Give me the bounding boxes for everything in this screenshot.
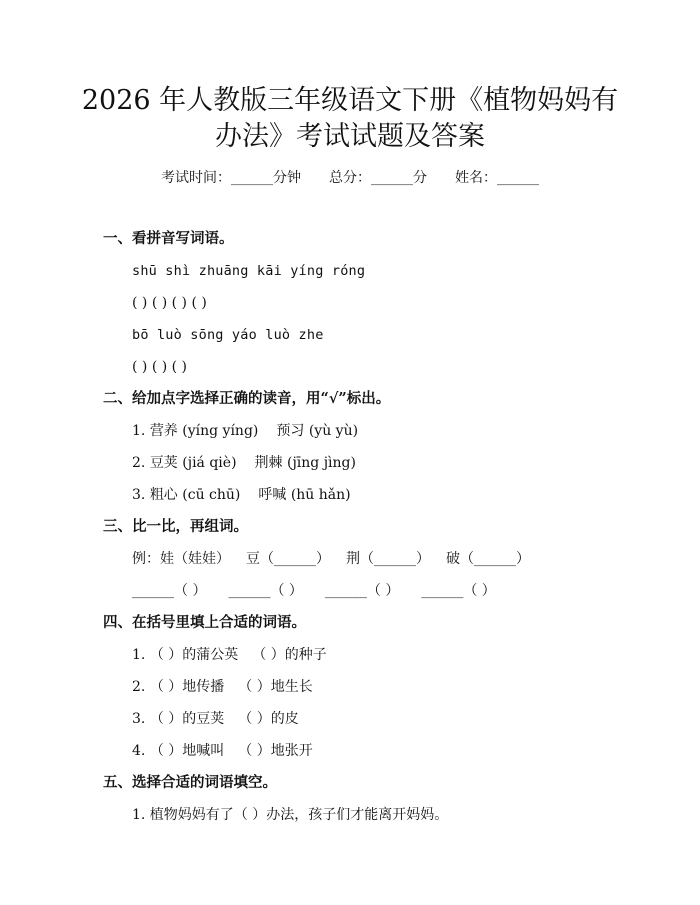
section-4-item-2 — [132, 677, 313, 697]
reading-choice: 豆荚 (jiá qiè) — [149, 455, 237, 471]
word-blank: ______（ ） — [324, 583, 400, 599]
student-name-field: 姓名：______ — [455, 170, 539, 186]
reading-choice: 营养 (yíng yíng) — [149, 423, 259, 439]
example-word: 例：娃（娃娃） — [132, 551, 230, 567]
exam-meta — [0, 168, 700, 188]
section-5-heading: 五、选择合适的词语填空。 — [103, 774, 277, 791]
section-1-pinyin-row-2: bō luò sōng yáo luò zhe — [132, 327, 324, 343]
fill-phrase: （ ）地喊叫 — [149, 743, 225, 759]
section-2-item-3 — [132, 485, 351, 505]
section-1-answer-row-1: ( ) ( ) ( ) ( ) — [132, 295, 207, 311]
fill-phrase: （ ）地生长 — [238, 679, 313, 695]
section-4-item-1 — [132, 645, 327, 665]
section-1-pinyin-row-1: shū shì zhuāng kāi yíng róng — [132, 263, 366, 279]
reading-choice: 粗心 (cū chū) — [149, 487, 241, 503]
fill-phrase: （ ）的蒲公英 — [149, 647, 239, 663]
item-number: 2. — [132, 679, 150, 695]
compare-char-2: 荆（______） — [346, 551, 430, 567]
section-4-heading: 四、在括号里填上合适的词语。 — [103, 614, 306, 631]
item-number: 1. — [132, 647, 150, 663]
item-number: 2. — [132, 455, 150, 471]
section-3-blank-row — [132, 581, 496, 601]
word-blank: ______（ ） — [228, 583, 303, 599]
page-title-line-1: 2026 年人教版三年级语文下册《植物妈妈有 — [81, 85, 619, 116]
item-number: 3. — [132, 711, 150, 727]
section-1-heading: 一、看拼音写词语。 — [103, 230, 234, 247]
reading-choice: 荆棘 (jīng jìng) — [254, 455, 356, 471]
fill-phrase: （ ）的种子 — [252, 647, 327, 663]
section-3-heading: 三、比一比，再组词。 — [103, 518, 248, 535]
section-2-item-2 — [132, 453, 356, 473]
section-2-heading: 二、给加点字选择正确的读音，用“√”标出。 — [103, 390, 391, 407]
page-title-line-2: 办法》考试试题及答案 — [215, 121, 485, 152]
item-number: 4. — [132, 743, 150, 759]
total-score-field: 总分：______分 — [329, 170, 427, 186]
item-number: 1. — [132, 423, 150, 439]
fill-phrase: （ ）地张开 — [238, 743, 313, 759]
item-number: 3. — [132, 487, 150, 503]
section-2-item-1 — [132, 421, 358, 441]
section-5-item-1: 1. 植物妈妈有了（ ）办法，孩子们才能离开妈妈。 — [132, 807, 449, 823]
compare-char-3: 破（______） — [446, 551, 530, 567]
reading-choice: 预习 (yù yù) — [276, 423, 359, 439]
word-blank: ______（ ） — [132, 583, 207, 599]
compare-char-1: 豆（______） — [246, 551, 330, 567]
fill-phrase: （ ）的皮 — [238, 711, 299, 727]
fill-phrase: （ ）的豆荚 — [149, 711, 225, 727]
fill-phrase: （ ）地传播 — [149, 679, 225, 695]
exam-time-field: 考试时间：______分钟 — [161, 170, 301, 186]
word-blank: ______（ ） — [421, 583, 496, 599]
section-1-answer-row-2: ( ) ( ) ( ) — [132, 359, 188, 375]
section-3-compare-row — [132, 549, 530, 569]
reading-choice: 呼喊 (hū hǎn) — [258, 487, 351, 503]
section-4-item-3 — [132, 709, 299, 729]
section-4-item-4 — [132, 741, 313, 761]
